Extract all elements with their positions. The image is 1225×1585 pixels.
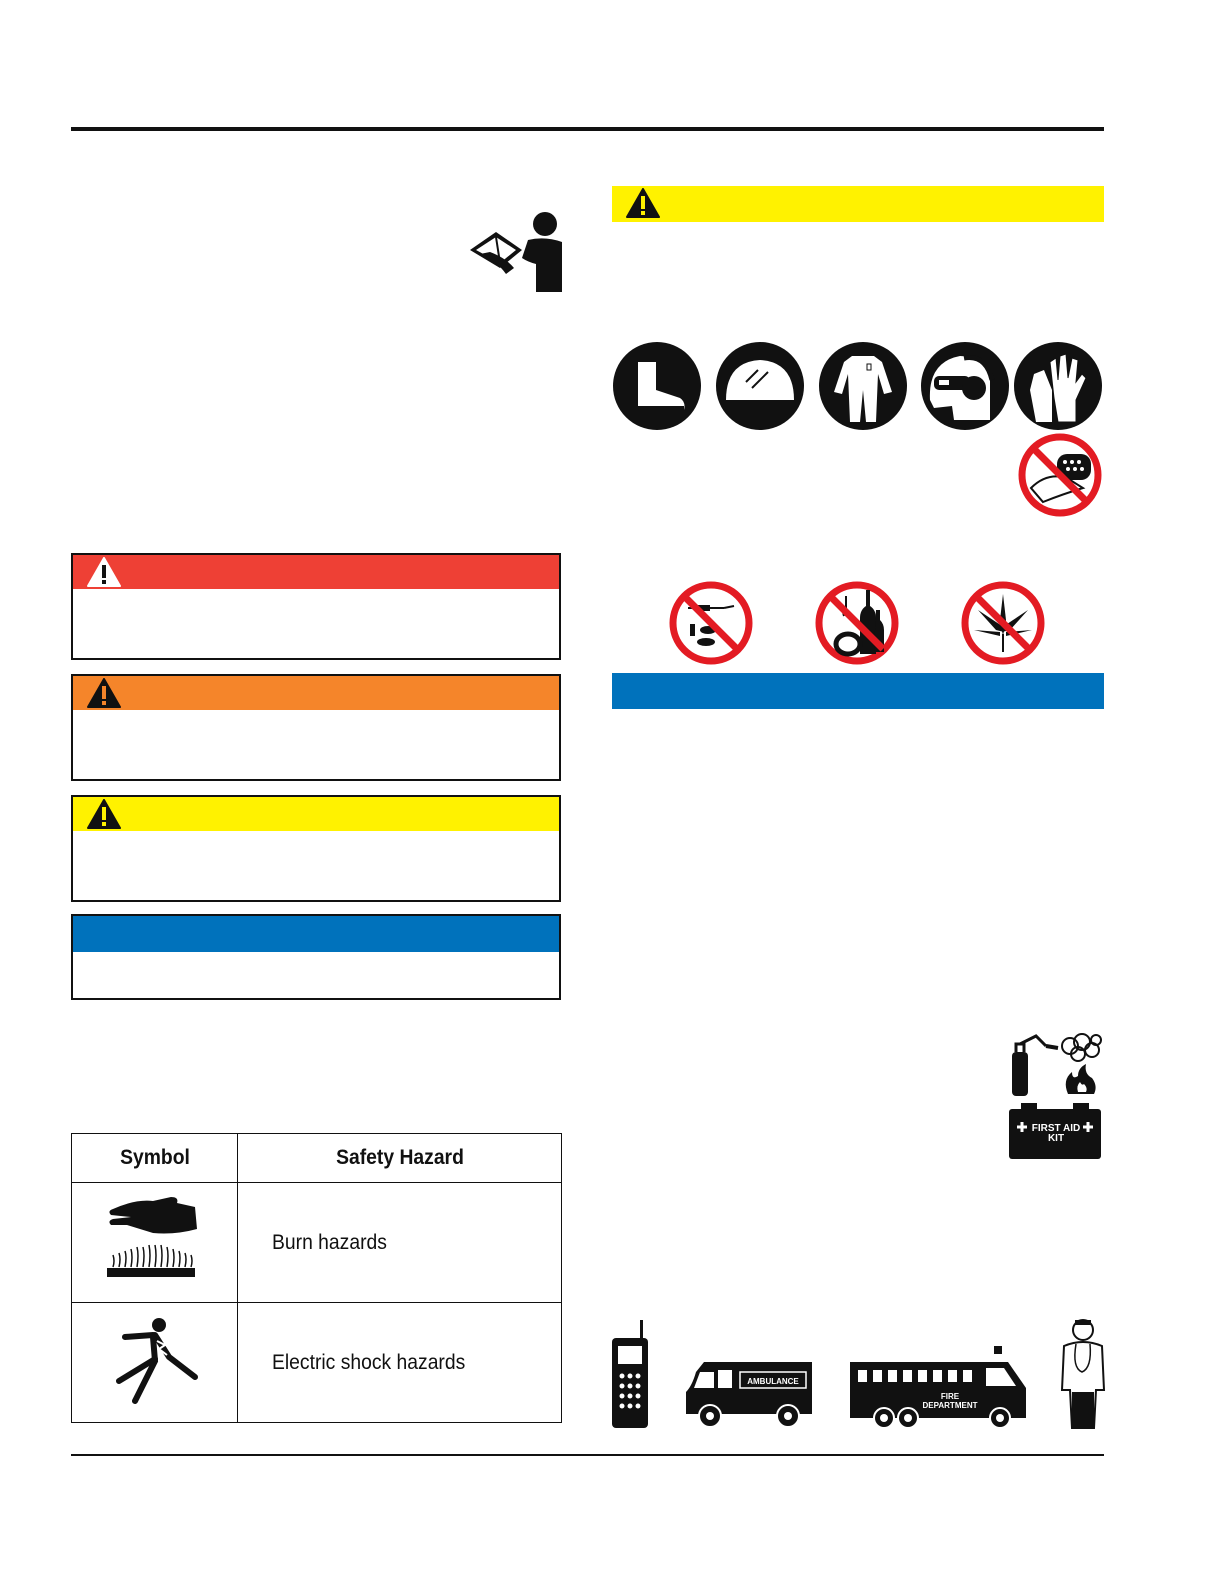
coveralls-icon [819,342,907,430]
safety-hazard-header: Safety Hazard [250,1134,548,1183]
fire-label-1: FIRE [940,1392,960,1401]
caution-box [71,795,561,902]
no-marijuana-icon [960,580,1046,666]
mobile-phone-icon [610,1320,652,1430]
warning-box [71,674,561,781]
electric-shock-hazard-icon [105,1315,205,1405]
danger-alert-icon [87,557,121,587]
notice-bar [73,916,559,952]
fire-truck-icon [848,1344,1030,1430]
ppe-icons-row [612,340,1104,432]
ambulance-label: AMBULANCE [747,1377,799,1386]
shock-hazard-cell [238,1303,562,1423]
shock-symbol-cell [72,1303,238,1423]
first-aid-label-2: KIT [1047,1133,1065,1144]
burn-hazard-icon [105,1195,205,1285]
warning-alert-icon [87,678,121,708]
no-drugs-icon [668,580,754,666]
table-row [72,1303,562,1423]
safety-boots-icon [613,342,701,430]
danger-box [71,553,561,660]
first-aid-label-1: FIRST AID [1031,1123,1081,1134]
notice-box [71,914,561,1000]
caution-bar [73,797,559,831]
shock-hazard-label: Electric shock hazards [272,1350,466,1374]
hard-hat-icon [716,342,804,430]
table-header-row [72,1134,562,1183]
goggles-ear-protection-icon [921,342,1009,430]
table-row [72,1183,562,1303]
top-rule [71,127,1104,131]
caution-alert-icon [87,799,121,829]
caution-alert-icon [626,188,660,218]
read-manual-icon [466,210,566,294]
ambulance-icon [684,1358,816,1430]
first-aid-kit-icon [1007,1103,1103,1161]
caution-bar-right [612,186,1104,222]
no-alcohol-icon [814,580,900,666]
hazard-table [71,1133,562,1423]
burn-hazard-label: Burn hazards [272,1230,387,1254]
danger-bar [73,555,559,589]
fire-label-2: DEPARTMENT [922,1401,978,1410]
symbol-header: Symbol [78,1134,231,1183]
burn-symbol-cell [72,1183,238,1303]
fire-extinguisher-icon [1006,1032,1104,1098]
safety-gloves-icon [1014,342,1102,430]
bottom-rule [71,1454,1104,1456]
warning-bar [73,676,559,710]
no-loose-clothing-icon [1017,432,1103,518]
doctor-icon [1058,1318,1108,1430]
notice-bar-right [612,673,1104,709]
burn-hazard-cell [238,1183,562,1303]
